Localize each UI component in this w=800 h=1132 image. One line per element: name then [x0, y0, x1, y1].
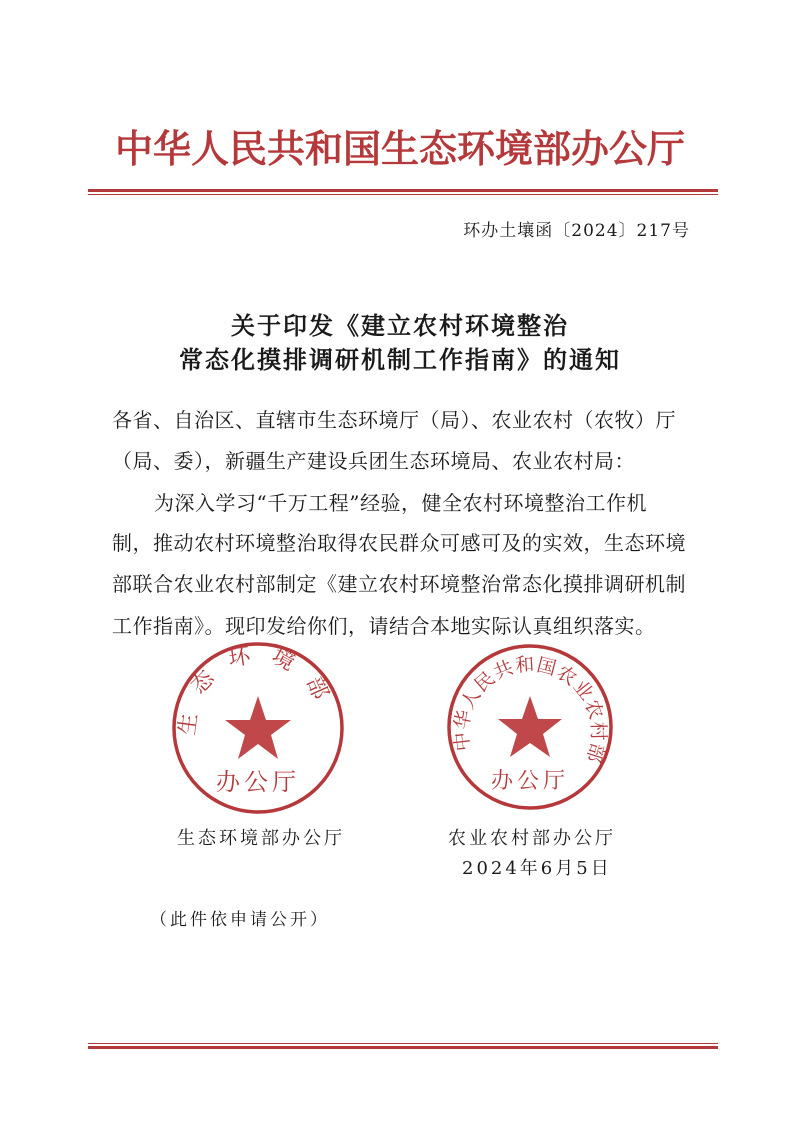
- star-icon: [498, 696, 562, 757]
- issuing-organization-header: 中华人民共和国生态环境部办公厅: [114, 126, 685, 171]
- svg-text:中华人民共和国农业农村部: 中华人民共和国农业农村部: [450, 653, 610, 766]
- addressee-line-1: 各省、自治区、直辖市生态环境厅（局）、农业农村（农牧）厅: [112, 408, 676, 432]
- header-rule-thin: [88, 194, 718, 195]
- agriculture-rural-affairs-seal: [445, 642, 615, 812]
- signature-right-office: 农业农村部办公厅: [448, 828, 616, 849]
- body-paragraph-line: 部联合农业农村部制定《建立农村环境整治常态化摸排调研机制: [112, 572, 686, 596]
- ecology-environment-seal: [170, 640, 346, 816]
- body-paragraph-line: 为深入学习“千万工程”经验，健全农村环境整治工作机: [154, 491, 647, 515]
- body-paragraph-line: 制，推动农村环境整治取得农民群众可感可及的实效，生态环境: [112, 531, 686, 555]
- issue-date: 2024年6月5日: [462, 858, 612, 879]
- document-number: 环办土壤函〔2024〕217号: [463, 221, 690, 241]
- signature-left-office: 生态环境部办公厅: [177, 828, 345, 849]
- svg-text:办公厅: 办公厅: [490, 769, 570, 794]
- footer-rule-thick: [88, 1046, 718, 1049]
- star-icon: [225, 696, 291, 759]
- svg-text:生态环境部: 生态环境部: [175, 641, 341, 737]
- addressee-line-2: （局、委），新疆生产建设兵团生态环境局、农业农村局：: [112, 449, 635, 473]
- svg-text:办公厅: 办公厅: [216, 768, 300, 796]
- document-title-line-1: 关于印发《建立农村环境整治: [231, 311, 569, 340]
- disclosure-note: （此件依申请公开）: [150, 910, 330, 930]
- footer-rule-thin: [88, 1043, 718, 1044]
- document-title-line-2: 常态化摸排调研机制工作指南》的通知: [179, 345, 621, 374]
- body-paragraph-line: 工作指南》。现印发给你们，请结合本地实际认真组织落实。: [112, 614, 656, 638]
- header-rule-thick: [88, 189, 718, 192]
